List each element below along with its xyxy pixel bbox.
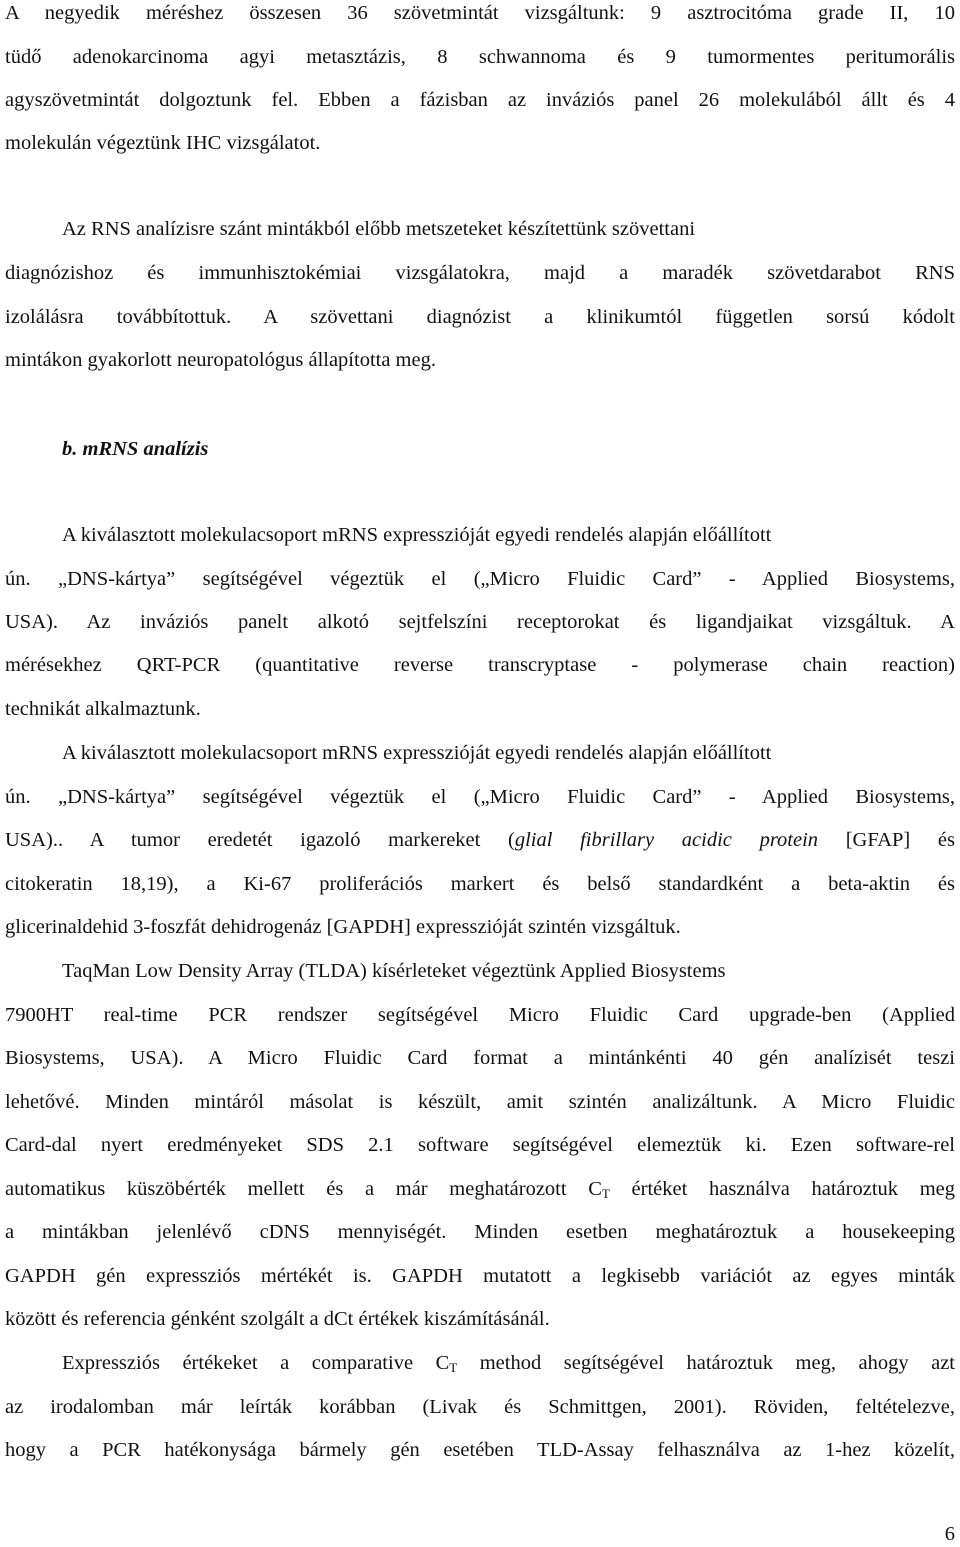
text-line: mintákon gyakorlott neuropatológus állapította meg. — [5, 349, 436, 371]
text-line: Biosystems, USA). A Micro Fluidic Card format a mintánkénti 40 gén analízisét teszi — [5, 1047, 955, 1069]
text-line: Az RNS analízisre szánt mintákból előbb metszeteket készítettünk szövettani — [62, 218, 696, 240]
text-span: automatikus küszöbérték mellett és a már meghatározott C — [5, 1178, 602, 1200]
text-line: USA). Az inváziós panelt alkotó sejtfelszíni receptorokat és ligandjaikat vizsgáltuk. A — [5, 611, 955, 633]
text-line — [62, 1350, 955, 1376]
text-line — [5, 827, 955, 853]
subscript: T — [449, 1360, 458, 1375]
text-line — [5, 1176, 955, 1202]
text-line: ún. „DNS-kártya” segítségével végeztük el („Micro Fluidic Card” - Applied Biosystems, — [5, 568, 955, 590]
section-heading: b. mRNS analízis — [62, 438, 209, 460]
text-line: A kiválasztott molekulacsoport mRNS expresszióját egyedi rendelés alapján előállított — [62, 524, 772, 546]
text-span: USA).. A tumor eredetét igazoló markereket ( — [5, 829, 515, 851]
text-line: az irodalomban már leírták korábban (Livak és Schmittgen, 2001). Röviden, feltételezve, — [5, 1396, 955, 1418]
subscript: T — [601, 1186, 610, 1201]
text-span: értéket használva határoztuk meg — [609, 1178, 955, 1200]
text-line: izolálásra továbbítottuk. A szövettani diagnózist a klinikumtól független sorsú kódolt — [5, 306, 955, 328]
text-line: ún. „DNS-kártya” segítségével végeztük el („Micro Fluidic Card” - Applied Biosystems, — [5, 786, 955, 808]
text-span: method segítségével határoztuk meg, ahogy azt — [457, 1352, 955, 1374]
text-span: Expressziós értékeket a comparative C — [62, 1352, 450, 1374]
text-line: A kiválasztott molekulacsoport mRNS expresszióját egyedi rendelés alapján előállított — [62, 742, 772, 764]
text-line: citokeratin 18,19), a Ki-67 proliferációs markert és belső standardként a beta-aktin és — [5, 873, 955, 895]
text-line: agyszövetmintát dolgoztunk fel. Ebben a fázisban az inváziós panel 26 molekulából állt és 4 — [5, 89, 955, 111]
italic-term: glial fibrillary acidic protein — [514, 829, 819, 851]
text-line: mérésekhez QRT-PCR (quantitative reverse transcryptase - polymerase chain reaction) — [5, 654, 955, 676]
text-line: molekulán végeztünk IHC vizsgálatot. — [5, 132, 321, 154]
text-line: TaqMan Low Density Array (TLDA) kísérleteket végeztünk Applied Biosystems — [62, 960, 726, 982]
text-line: technikát alkalmaztunk. — [5, 698, 201, 720]
text-line: A negyedik méréshez összesen 36 szövetmintát vizsgáltunk: 9 asztrocitóma grade II, 10 — [5, 2, 955, 24]
text-line: a mintákban jelenlévő cDNS mennyiségét. Minden esetben meghatároztuk a housekeeping — [5, 1221, 955, 1243]
text-span: [GFAP] és — [818, 829, 955, 851]
text-line: GAPDH gén expressziós mértékét is. GAPDH mutatott a legkisebb variációt az egyes minták — [5, 1265, 955, 1287]
text-line: glicerinaldehid 3-foszfát dehidrogenáz [GAPDH] expresszióját szintén vizsgáltuk. — [5, 916, 681, 938]
text-line: 7900HT real-time PCR rendszer segítségével Micro Fluidic Card upgrade-ben (Applied — [5, 1004, 955, 1026]
text-line: lehetővé. Minden mintáról másolat is készült, amit szintén analizáltunk. A Micro Fluidic — [5, 1091, 955, 1113]
text-line: között és referencia génként szolgált a dCt értékek kiszámításánál. — [5, 1308, 550, 1330]
text-line: tüdő adenokarcinoma agyi metasztázis, 8 schwannoma és 9 tumormentes peritumorális — [5, 46, 955, 68]
text-line: diagnózishoz és immunhisztokémiai vizsgálatokra, majd a maradék szövetdarabot RNS — [5, 262, 955, 284]
text-line: hogy a PCR hatékonysága bármely gén esetében TLD-Assay felhasználva az 1-hez közelít, — [5, 1439, 955, 1461]
page-number: 6 — [944, 1523, 955, 1545]
text-line: Card-dal nyert eredményeket SDS 2.1 software segítségével elemeztük ki. Ezen software-rel — [5, 1134, 955, 1156]
